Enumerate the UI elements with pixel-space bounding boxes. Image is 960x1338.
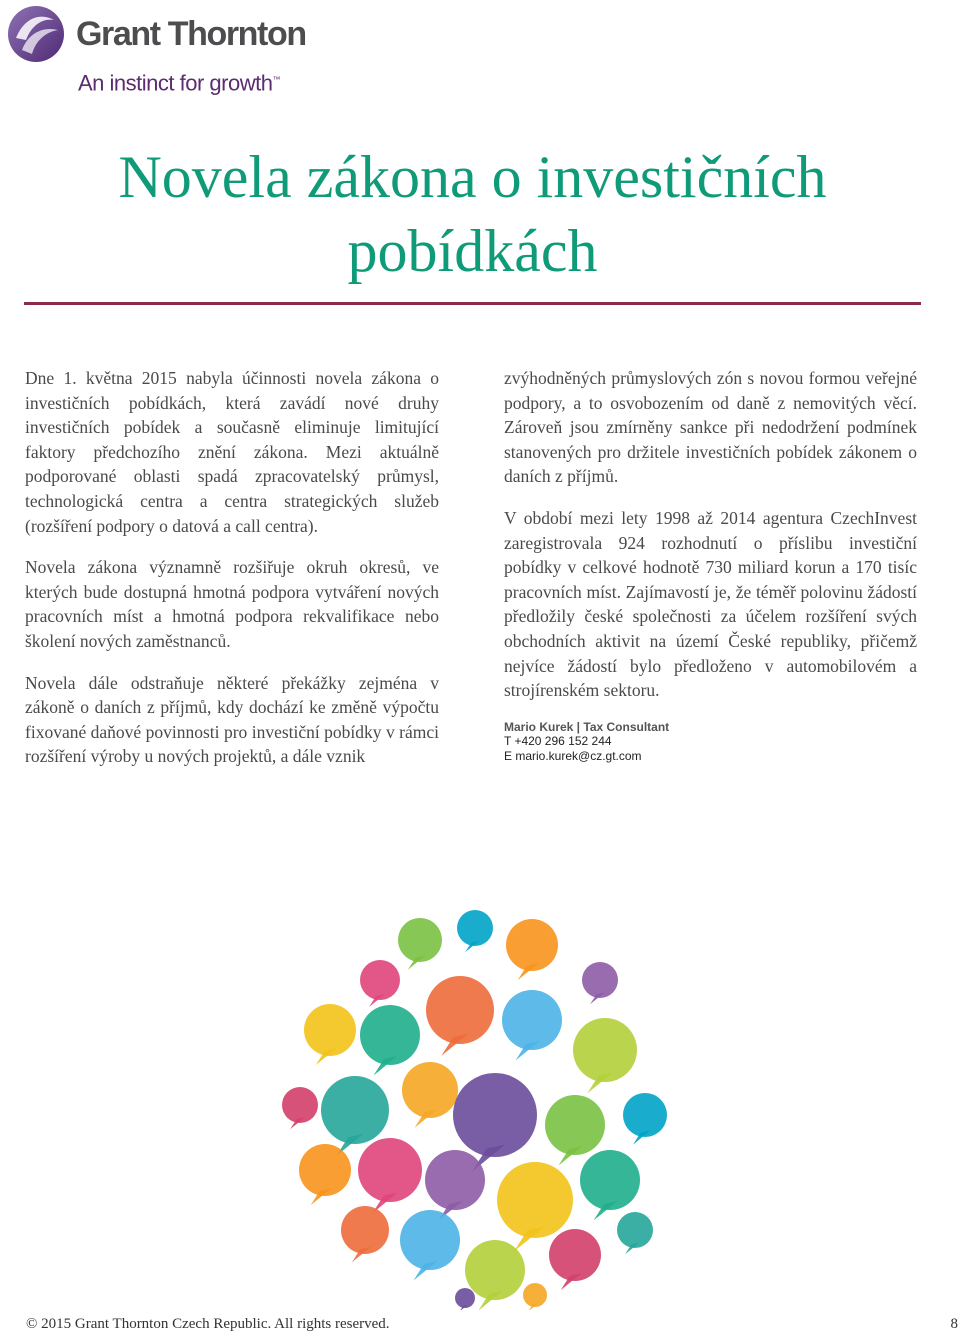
logo-tagline: An instinct for growth™ xyxy=(78,70,280,96)
speech-bubble xyxy=(457,910,493,946)
speech-bubble xyxy=(465,1240,525,1300)
speech-bubble xyxy=(426,976,494,1044)
speech-bubble xyxy=(425,1150,485,1210)
speech-bubble xyxy=(545,1095,605,1155)
speech-bubble xyxy=(400,1210,460,1270)
speech-bubble xyxy=(497,1162,573,1238)
speech-bubble xyxy=(453,1073,537,1157)
speech-bubble xyxy=(502,990,562,1050)
speech-bubble xyxy=(506,919,558,971)
speech-bubble xyxy=(299,1144,351,1196)
copyright-text: © 2015 Grant Thornton Czech Republic. All rights reserved. xyxy=(26,1316,390,1332)
grant-thornton-logo-mark xyxy=(6,4,66,64)
speech-bubble xyxy=(282,1087,318,1123)
paragraph: V období mezi lety 1998 až 2014 agentura CzechInvest zaregistrovala 924 rozhodnutí o příslibu investiční pobídky v celkové hodnotě 730 miliard korun a 170 tisíc pracovních míst. Zajímavostí je, že téměř polovinu žádostí předložily české společnosti za účelem rozšíření svých obchodních aktivit na území České republiky, přičemž nejvíce žádostí bylo předloženo v automobilovém a strojírenském sektoru. xyxy=(504,507,917,701)
contact-email[interactable]: E mario.kurek@cz.gt.com xyxy=(504,748,642,763)
speech-bubble xyxy=(360,1005,420,1065)
grant-thornton-logo xyxy=(6,4,306,96)
contact-block xyxy=(504,720,917,764)
paragraph: Dne 1. května 2015 nabyla účinnosti novela zákona o investičních pobídkách, která zavádí nové druhy investičních pobídek a současně eliminuje limitující faktory předchozího znění zákona. Mezi aktuálně podporované oblasti spadá zpracovatelský průmysl, technologická centra a centra strategických služeb (rozšíření podpory o datová a call centra). xyxy=(25,368,439,536)
speech-bubble xyxy=(398,918,442,962)
page-footer xyxy=(26,1316,958,1336)
right-column xyxy=(504,366,917,763)
contact-phone: T +420 296 152 244 xyxy=(504,734,612,749)
speech-bubble xyxy=(321,1076,389,1144)
contact-name: Mario Kurek | Tax Consultant xyxy=(504,719,670,734)
speech-bubble xyxy=(455,1288,475,1308)
speech-bubble xyxy=(358,1138,422,1202)
document-title: Novela zákona o investičních pobídkách xyxy=(118,144,827,284)
speech-bubble xyxy=(623,1093,667,1137)
page-number: 8 xyxy=(950,1316,958,1332)
left-column xyxy=(25,366,439,786)
paragraph: Novela zákona významně rozšiřuje okruh okresů, ve kterých bude dostupná hmotná podpora vytváření nových pracovních míst a hmotná podpora rekvalifikace nebo školení nových zaměstnanců. xyxy=(25,557,439,651)
logo-wordmark: Grant Thornton xyxy=(76,15,306,53)
speech-bubble xyxy=(402,1062,458,1118)
speech-bubble xyxy=(304,1004,356,1056)
speech-bubble xyxy=(580,1150,640,1210)
paragraph: zvýhodněných průmyslových zón s novou formou veřejné podpory, a to osvobozením od daně z nemovitých věcí. Zároveň jsou zmírněny sankce při nedodržení podmínek stanovených pro držitele investičních pobídek zákonem o daních z příjmů. xyxy=(504,368,917,487)
speech-bubble xyxy=(617,1212,653,1248)
speech-bubble xyxy=(549,1229,601,1281)
title-divider xyxy=(24,302,921,305)
speech-bubble xyxy=(341,1206,389,1254)
speech-bubble xyxy=(573,1018,637,1082)
speech-bubble xyxy=(582,962,618,998)
speech-bubble xyxy=(523,1283,547,1307)
paragraph: Novela dále odstraňuje některé překážky zejména v zákoně o daních z příjmů, kdy dochází ke změně výpočtu fixované daňové povinnosti pro investiční pobídky v rámci rozšíření výroby u nových projektů, a dále vznik xyxy=(25,672,439,767)
speech-bubble-cluster-icon xyxy=(270,900,680,1310)
speech-bubble xyxy=(360,960,400,1000)
